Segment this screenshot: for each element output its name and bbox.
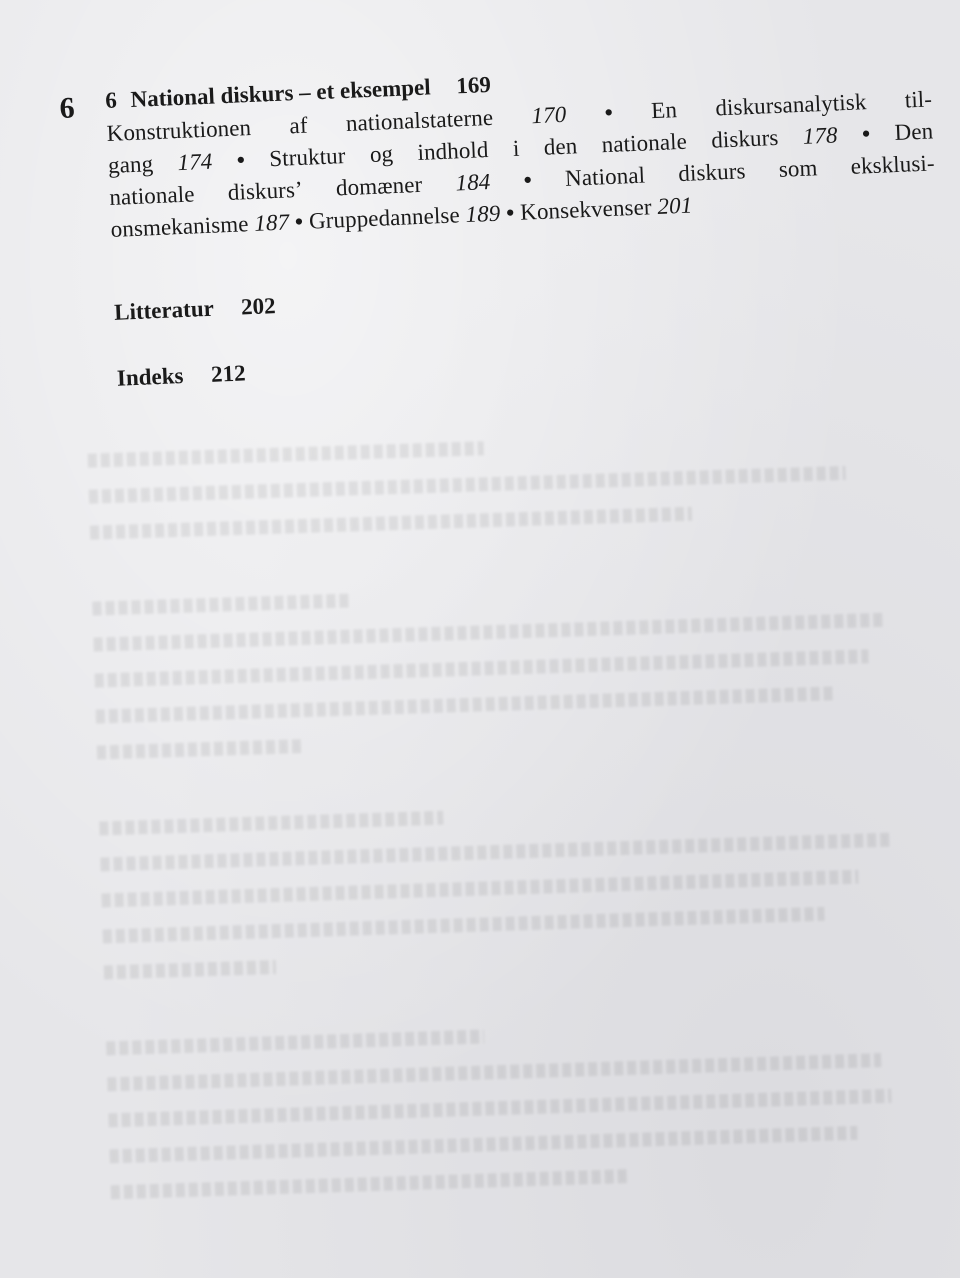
subsection-word: gang	[107, 151, 154, 178]
subsection-word: Konsekvenser	[519, 194, 653, 225]
chapter-page-number: 169	[455, 71, 492, 99]
subsection-word: af	[288, 112, 309, 139]
margin-chapter-marker: 6	[58, 91, 76, 125]
subsection-word: National	[564, 162, 646, 191]
table-of-contents	[58, 33, 951, 394]
subsection-word: til-	[904, 86, 933, 113]
bullet-separator: •	[523, 167, 533, 193]
subsection-word: diskursanalytisk	[714, 89, 867, 121]
bullet-separator: •	[236, 147, 246, 173]
subsection-page-number: 184	[455, 169, 491, 196]
subsection-page-number: 201	[656, 192, 693, 220]
back-matter-title: Litteratur	[113, 295, 214, 325]
subsection-word: Den	[894, 118, 934, 146]
subsection-word: diskurs	[710, 124, 779, 153]
subsection-page-number: 178	[802, 122, 839, 149]
subsection-word: diskurs’	[227, 176, 304, 205]
subsection-word: Konstruktionen	[106, 114, 252, 147]
chapter-entry	[104, 33, 943, 391]
back-matter-litteratur	[114, 265, 940, 326]
subsection-word: Gruppedannelse	[308, 202, 461, 234]
subsection-word: nationale	[601, 128, 688, 158]
back-matter-page: 202	[240, 293, 277, 320]
chapter-title: National diskurs – et eksempel	[130, 74, 432, 112]
subsection-word: domæner	[335, 171, 423, 201]
subsection-word: nationalstaterne	[345, 104, 494, 136]
subsection-word: som	[778, 155, 818, 182]
show-through-text	[88, 427, 960, 1254]
subsection-page-number: 187	[253, 209, 290, 236]
bullet-separator: •	[505, 200, 515, 226]
subsection-word: nationale	[108, 181, 196, 210]
subsection-word: indhold	[416, 137, 489, 166]
subsection-word: Struktur	[268, 143, 346, 172]
back-matter-page: 212	[210, 360, 247, 387]
subsection-word: En	[650, 97, 678, 124]
back-matter-indeks	[116, 331, 942, 392]
subsection-page-number: 170	[530, 101, 567, 129]
back-matter-title: Indeks	[116, 363, 184, 391]
subsection-word: onsmekanisme	[110, 211, 250, 242]
bullet-separator: •	[861, 121, 871, 147]
subsection-word: den	[543, 133, 578, 160]
bullet-separator: •	[604, 99, 614, 126]
subsection-page-number: 174	[177, 148, 213, 176]
subsection-word: diskurs	[677, 158, 746, 187]
bullet-separator: •	[294, 208, 304, 235]
chapter-number: 6	[104, 87, 118, 114]
subsection-page-number: 189	[465, 200, 501, 228]
subsection-word: og	[369, 141, 394, 168]
subsection-word: i	[512, 135, 520, 162]
subsection-word: eksklusi-	[850, 150, 936, 179]
